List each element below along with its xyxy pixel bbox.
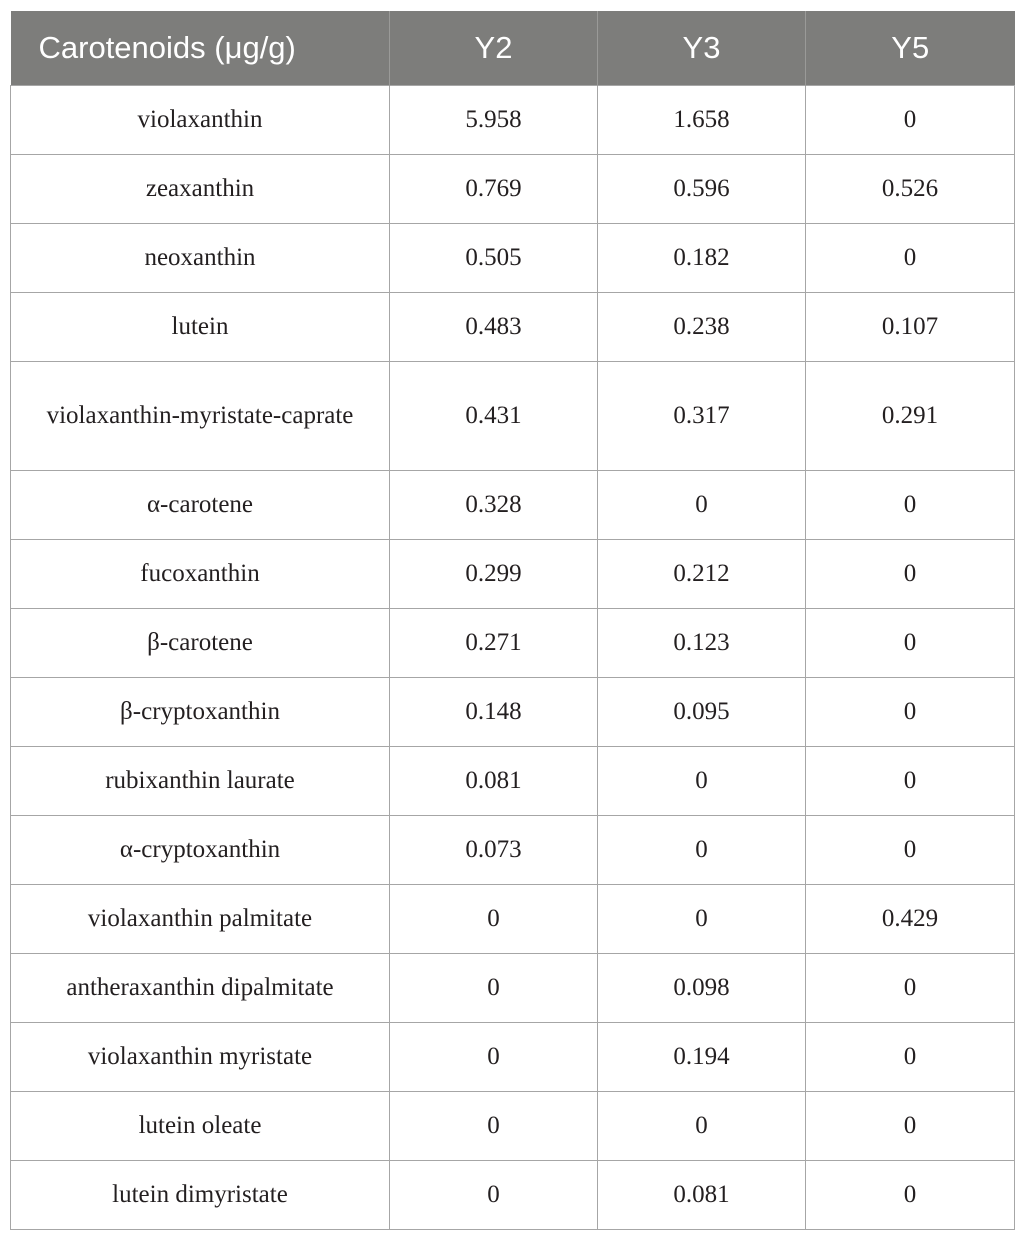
table-row bbox=[11, 155, 1015, 224]
value-cell-y3: 0.081 bbox=[598, 1161, 806, 1230]
carotenoid-name-cell: violaxanthin-myristate-caprate bbox=[11, 362, 390, 471]
value-cell-y2: 0.299 bbox=[390, 540, 598, 609]
table-header bbox=[11, 11, 1015, 86]
value-cell-y3: 0 bbox=[598, 885, 806, 954]
value-cell-y3: 0.317 bbox=[598, 362, 806, 471]
value-cell-y2: 0.431 bbox=[390, 362, 598, 471]
table-row bbox=[11, 1161, 1015, 1230]
carotenoid-name-cell: α-carotene bbox=[11, 471, 390, 540]
table-body bbox=[11, 86, 1015, 1230]
value-cell-y5: 0 bbox=[806, 816, 1015, 885]
carotenoid-name-cell: violaxanthin palmitate bbox=[11, 885, 390, 954]
value-cell-y3: 0.596 bbox=[598, 155, 806, 224]
carotenoid-name-cell: rubixanthin laurate bbox=[11, 747, 390, 816]
value-cell-y2: 0 bbox=[390, 1023, 598, 1092]
carotenoid-name-cell: violaxanthin bbox=[11, 86, 390, 155]
table-row bbox=[11, 747, 1015, 816]
carotenoid-name-cell: lutein bbox=[11, 293, 390, 362]
header-y3: Y3 bbox=[598, 11, 806, 86]
table-row bbox=[11, 1023, 1015, 1092]
table-row bbox=[11, 471, 1015, 540]
value-cell-y5: 0 bbox=[806, 540, 1015, 609]
value-cell-y2: 0.328 bbox=[390, 471, 598, 540]
table-row bbox=[11, 293, 1015, 362]
value-cell-y2: 5.958 bbox=[390, 86, 598, 155]
value-cell-y3: 0.098 bbox=[598, 954, 806, 1023]
value-cell-y3: 0.095 bbox=[598, 678, 806, 747]
value-cell-y2: 0.271 bbox=[390, 609, 598, 678]
value-cell-y5: 0 bbox=[806, 471, 1015, 540]
carotenoid-name-cell: α-cryptoxanthin bbox=[11, 816, 390, 885]
value-cell-y2: 0.483 bbox=[390, 293, 598, 362]
carotenoid-table bbox=[10, 11, 1015, 1230]
value-cell-y2: 0 bbox=[390, 885, 598, 954]
value-cell-y3: 1.658 bbox=[598, 86, 806, 155]
carotenoid-name-cell: lutein dimyristate bbox=[11, 1161, 390, 1230]
value-cell-y3: 0.182 bbox=[598, 224, 806, 293]
carotenoid-name-cell: lutein oleate bbox=[11, 1092, 390, 1161]
value-cell-y5: 0 bbox=[806, 609, 1015, 678]
carotenoid-name-cell: violaxanthin myristate bbox=[11, 1023, 390, 1092]
header-y2: Y2 bbox=[390, 11, 598, 86]
carotenoid-name-cell: fucoxanthin bbox=[11, 540, 390, 609]
value-cell-y5: 0 bbox=[806, 1161, 1015, 1230]
carotenoid-name-cell: β-cryptoxanthin bbox=[11, 678, 390, 747]
value-cell-y5: 0 bbox=[806, 678, 1015, 747]
value-cell-y3: 0 bbox=[598, 1092, 806, 1161]
value-cell-y5: 0 bbox=[806, 224, 1015, 293]
table-row bbox=[11, 86, 1015, 155]
value-cell-y5: 0.291 bbox=[806, 362, 1015, 471]
table-row bbox=[11, 816, 1015, 885]
table-row bbox=[11, 540, 1015, 609]
table-row bbox=[11, 1092, 1015, 1161]
carotenoid-name-cell: antheraxanthin dipalmitate bbox=[11, 954, 390, 1023]
value-cell-y5: 0 bbox=[806, 954, 1015, 1023]
value-cell-y3: 0 bbox=[598, 816, 806, 885]
value-cell-y3: 0.123 bbox=[598, 609, 806, 678]
table-row bbox=[11, 362, 1015, 471]
value-cell-y2: 0.148 bbox=[390, 678, 598, 747]
header-row bbox=[11, 11, 1015, 86]
value-cell-y5: 0.429 bbox=[806, 885, 1015, 954]
table-row bbox=[11, 224, 1015, 293]
value-cell-y5: 0 bbox=[806, 747, 1015, 816]
carotenoid-name-cell: neoxanthin bbox=[11, 224, 390, 293]
value-cell-y2: 0.769 bbox=[390, 155, 598, 224]
table-row bbox=[11, 885, 1015, 954]
value-cell-y3: 0.212 bbox=[598, 540, 806, 609]
value-cell-y5: 0 bbox=[806, 1092, 1015, 1161]
carotenoid-name-cell: zeaxanthin bbox=[11, 155, 390, 224]
table-row bbox=[11, 609, 1015, 678]
table-row bbox=[11, 678, 1015, 747]
value-cell-y2: 0 bbox=[390, 1092, 598, 1161]
value-cell-y2: 0 bbox=[390, 1161, 598, 1230]
value-cell-y3: 0 bbox=[598, 471, 806, 540]
carotenoid-table-container bbox=[10, 11, 1014, 1230]
table-row bbox=[11, 954, 1015, 1023]
value-cell-y3: 0.238 bbox=[598, 293, 806, 362]
value-cell-y2: 0.073 bbox=[390, 816, 598, 885]
value-cell-y5: 0.526 bbox=[806, 155, 1015, 224]
value-cell-y2: 0 bbox=[390, 954, 598, 1023]
header-y5: Y5 bbox=[806, 11, 1015, 86]
value-cell-y2: 0.081 bbox=[390, 747, 598, 816]
header-carotenoids: Carotenoids (μg/g) bbox=[11, 11, 390, 86]
value-cell-y3: 0.194 bbox=[598, 1023, 806, 1092]
value-cell-y5: 0 bbox=[806, 1023, 1015, 1092]
value-cell-y5: 0.107 bbox=[806, 293, 1015, 362]
carotenoid-name-cell: β-carotene bbox=[11, 609, 390, 678]
value-cell-y2: 0.505 bbox=[390, 224, 598, 293]
value-cell-y3: 0 bbox=[598, 747, 806, 816]
value-cell-y5: 0 bbox=[806, 86, 1015, 155]
